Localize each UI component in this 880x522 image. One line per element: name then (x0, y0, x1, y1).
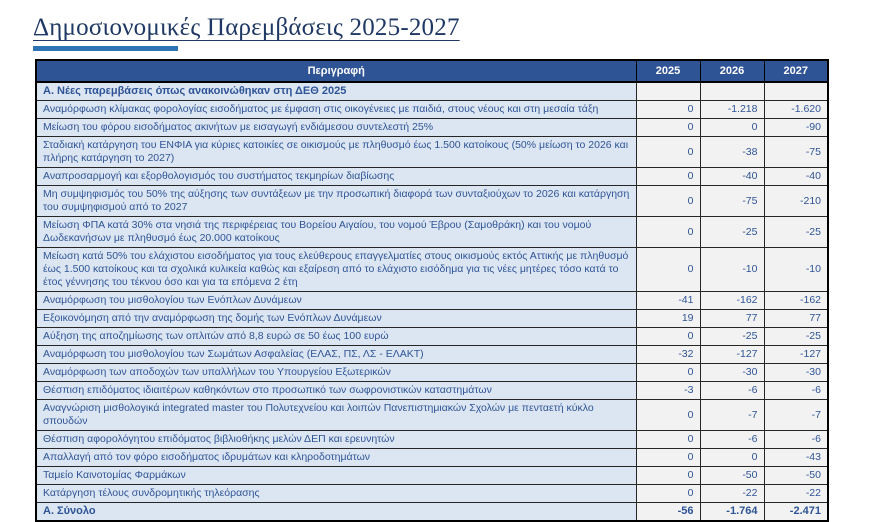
row-value-2025: -3 (636, 382, 700, 400)
table-row (36, 168, 828, 186)
row-value-2025: 0 (636, 186, 700, 217)
row-value-2026: -6 (700, 382, 764, 400)
table-body (36, 82, 828, 521)
row-value-2026: -30 (700, 364, 764, 382)
row-value-2026: -1.764 (700, 503, 764, 522)
row-description: Αναμόρφωση κλίμακας φορολογίας εισοδήματος με έμφαση στις οικογένειες με παιδιά, στους νέους και στη μεσαία τάξη (36, 101, 636, 119)
row-value-2025: -56 (636, 503, 700, 522)
row-description: Αναγνώριση μισθολογικά integrated master του Πολυτεχνείου και λοιπών Πανεπιστημιακών Σχολών με πενταετή κύκλο σπουδών (36, 400, 636, 431)
table-row (36, 101, 828, 119)
row-description: Αναπροσαρμογή και εξορθολογισμός του συστήματος τεκμηρίων διαβίωσης (36, 168, 636, 186)
row-value-2027 (764, 82, 828, 101)
row-value-2025: 0 (636, 431, 700, 449)
table-row (36, 400, 828, 431)
row-value-2027: -75 (764, 137, 828, 168)
table-row (36, 346, 828, 364)
row-value-2025: 0 (636, 168, 700, 186)
row-value-2026: 77 (700, 310, 764, 328)
row-value-2026: 0 (700, 119, 764, 137)
table-row (36, 82, 828, 101)
row-value-2025: 0 (636, 248, 700, 292)
table-row (36, 382, 828, 400)
row-value-2026: -40 (700, 168, 764, 186)
table-row (36, 119, 828, 137)
row-value-2026: -25 (700, 217, 764, 248)
row-value-2025: 0 (636, 400, 700, 431)
title-accent-bar (33, 46, 178, 51)
table-row (36, 328, 828, 346)
row-value-2025: 0 (636, 467, 700, 485)
row-value-2027: -10 (764, 248, 828, 292)
table-row (36, 186, 828, 217)
row-value-2027: -40 (764, 168, 828, 186)
row-value-2027: -7 (764, 400, 828, 431)
row-value-2025: 0 (636, 449, 700, 467)
row-value-2025: 19 (636, 310, 700, 328)
table-row (36, 431, 828, 449)
row-value-2027: -25 (764, 217, 828, 248)
column-header-description: Περιγραφή (36, 60, 636, 82)
table-header-row (36, 60, 828, 82)
row-description: Μη συμψηφισμός του 50% της αύξησης των συντάξεων με την προσωπική διαφορά των συνταξιούχων το 2026 και κατάργηση του συμψηφισμού από το 2027 (36, 186, 636, 217)
row-description: Σταδιακή κατάργηση του ΕΝΦΙΑ για κύριες κατοικίες σε οικισμούς με πληθυσμό έως 1.500 κατοίκους (50% μείωση το 2026 και πλήρης κατάργηση το 2027) (36, 137, 636, 168)
row-value-2027: -90 (764, 119, 828, 137)
row-value-2027: -43 (764, 449, 828, 467)
row-value-2026: -22 (700, 485, 764, 503)
row-description: Κατάργηση τέλους συνδρομητικής τηλεόρασης (36, 485, 636, 503)
row-value-2027: -1.620 (764, 101, 828, 119)
table-row (36, 292, 828, 310)
row-value-2026 (700, 82, 764, 101)
row-value-2025: 0 (636, 485, 700, 503)
row-value-2025: -32 (636, 346, 700, 364)
row-value-2026: -6 (700, 431, 764, 449)
row-value-2026: -10 (700, 248, 764, 292)
row-value-2025: 0 (636, 137, 700, 168)
page-title: Δημοσιονομικές Παρεμβάσεις 2025-2027 (33, 14, 460, 41)
row-description: Α. Σύνολο (36, 503, 636, 522)
column-header-2027: 2027 (764, 60, 828, 82)
row-description: Αναμόρφωση του μισθολογίου των Σωμάτων Ασφαλείας (ΕΛΑΣ, ΠΣ, ΛΣ - ΕΛΑΚΤ) (36, 346, 636, 364)
table-row (36, 137, 828, 168)
row-value-2026: 0 (700, 449, 764, 467)
row-value-2026: -50 (700, 467, 764, 485)
row-value-2027: -127 (764, 346, 828, 364)
row-value-2027: -2.471 (764, 503, 828, 522)
row-description: Α. Νέες παρεμβάσεις όπως ανακοινώθηκαν στη ΔΕΘ 2025 (36, 82, 636, 101)
table-row (36, 364, 828, 382)
column-header-2025: 2025 (636, 60, 700, 82)
row-value-2027: -25 (764, 328, 828, 346)
row-value-2027: 77 (764, 310, 828, 328)
row-description: Εξοικονόμηση από την αναμόρφωση της δομής των Ενόπλων Δυνάμεων (36, 310, 636, 328)
row-description: Απαλλαγή από τον φόρο εισοδήματος ιδρυμάτων και κληροδοτημάτων (36, 449, 636, 467)
row-description: Θέσπιση αφορολόγητου επιδόματος βιβλιοθήκης μελών ΔΕΠ και ερευνητών (36, 431, 636, 449)
row-description: Μείωση ΦΠΑ κατά 30% στα νησιά της περιφέρειας του Βορείου Αιγαίου, του νομού Έβρου (Σαμοθράκη) και του νομού Δωδεκανήσων με πληθυσμό έως 20.000 κατοίκους (36, 217, 636, 248)
column-header-2026: 2026 (700, 60, 764, 82)
row-value-2025: 0 (636, 101, 700, 119)
table-row (36, 248, 828, 292)
row-value-2025: -41 (636, 292, 700, 310)
row-value-2026: -75 (700, 186, 764, 217)
row-value-2027: -6 (764, 431, 828, 449)
row-value-2025 (636, 82, 700, 101)
row-description: Μείωση κατά 50% του ελάχιστου εισοδήματος για τους ελεύθερους επαγγελματίες στους οικισμούς εκτός Αττικής με πληθυσμό έως 1.500 κατοίκους και τα σχολικά κυλικεία καθώς και εξαίρεση από το ελάχιστο εισόδημα για τις νέες μητέρες τόσο κατά το έτος γέννησης του τέκνου όσο και για τα επόμενα 2 έτη (36, 248, 636, 292)
row-description: Αναμόρφωση των αποδοχών των υπαλλήλων του Υπουργείου Εξωτερικών (36, 364, 636, 382)
row-value-2027: -210 (764, 186, 828, 217)
row-description: Μείωση του φόρου εισοδήματος ακινήτων με εισαγωγή ενδιάμεσου συντελεστή 25% (36, 119, 636, 137)
row-value-2026: -38 (700, 137, 764, 168)
row-value-2025: 0 (636, 328, 700, 346)
row-value-2026: -162 (700, 292, 764, 310)
row-value-2025: 0 (636, 119, 700, 137)
row-description: Αναμόρφωση του μισθολογίου των Ενόπλων Δυνάμεων (36, 292, 636, 310)
row-value-2025: 0 (636, 217, 700, 248)
table-row (36, 449, 828, 467)
table-row (36, 467, 828, 485)
row-value-2026: -7 (700, 400, 764, 431)
table-row (36, 310, 828, 328)
row-value-2026: -25 (700, 328, 764, 346)
row-value-2026: -127 (700, 346, 764, 364)
row-value-2027: -30 (764, 364, 828, 382)
table-row (36, 503, 828, 522)
row-value-2027: -22 (764, 485, 828, 503)
table-row (36, 485, 828, 503)
document-page (0, 14, 880, 517)
row-value-2027: -50 (764, 467, 828, 485)
row-description: Αύξηση της αποζημίωσης των οπλιτών από 8,8 ευρώ σε 50 έως 100 ευρώ (36, 328, 636, 346)
row-value-2026: -1.218 (700, 101, 764, 119)
row-value-2027: -162 (764, 292, 828, 310)
row-value-2025: 0 (636, 364, 700, 382)
row-value-2027: -6 (764, 382, 828, 400)
row-description: Θέσπιση επιδόματος ιδιαιτέρων καθηκόντων στο προσωπικό των σωφρονιστικών καταστημάτων (36, 382, 636, 400)
fiscal-interventions-table (35, 59, 829, 522)
table-row (36, 217, 828, 248)
row-description: Ταμείο Καινοτομίας Φαρμάκων (36, 467, 636, 485)
